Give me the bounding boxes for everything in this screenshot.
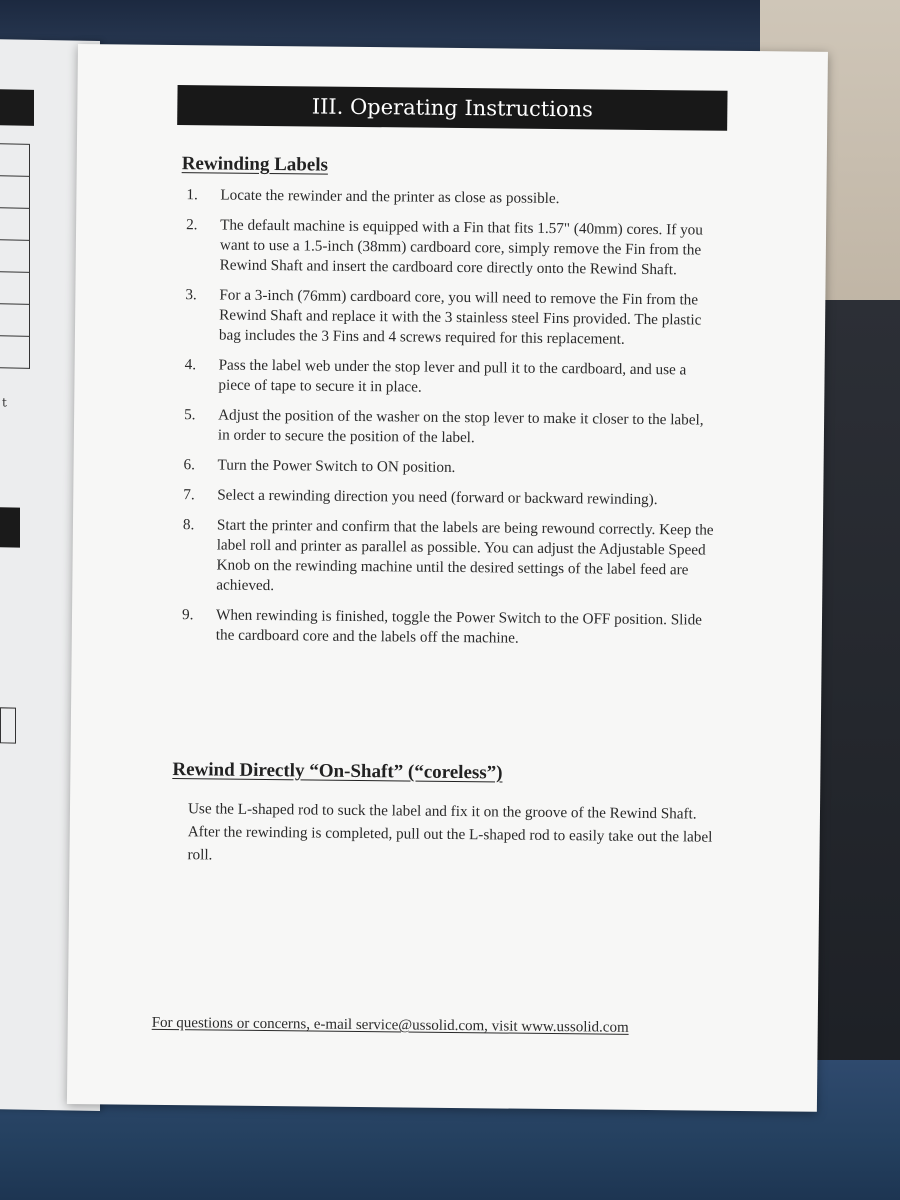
page-title: III. Operating Instructions [311, 94, 594, 122]
left-page-header-bar [0, 89, 34, 126]
step-text: Locate the rewinder and the printer as close as possible. [220, 186, 560, 208]
step-text: For a 3-inch (76mm) cardboard core, you will need to remove the Fin from the Rewind Shaft and replace it with the 3 stainless steel Fins provided. The plastic bag includes the 3 Fins and 4 screws required for this replacement. [218, 286, 702, 348]
step-number: 6. [183, 456, 196, 474]
step-number: 8. [182, 516, 195, 534]
step-item [178, 215, 719, 281]
step-text: Start the printer and confirm that the labels are being rewound correctly. Keep the label roll and printer as parallel as possible. You can adjust the Adjustable Speed Knob on the rewinding machine until the desired settings of the label feed are achieved. [216, 516, 714, 595]
step-number: 7. [183, 486, 195, 504]
step-item [178, 185, 718, 211]
step-text: When rewinding is finished, toggle the Power Switch to the OFF position. Slide the cardboard core and the labels off the machine. [215, 606, 703, 647]
contact-footer: For questions or concerns, e-mail service@ussolid.com, visit www.ussolid.com [151, 1014, 629, 1036]
manual-page [67, 44, 828, 1112]
step-item [177, 285, 718, 351]
left-page-block [0, 507, 20, 547]
step-number: 1. [186, 186, 198, 204]
left-page-box [0, 707, 16, 743]
on-shaft-heading: Rewind Directly “On-Shaft” (“coreless”) [172, 759, 503, 784]
step-number: 9. [181, 606, 194, 624]
step-number: 2. [186, 216, 198, 234]
rewinding-labels-heading: Rewinding Labels [181, 153, 329, 176]
step-number: 3. [185, 286, 197, 304]
step-text: The default machine is equipped with a Fin that fits 1.57" (40mm) cores. If you want to use a 1.5-inch (38mm) cardboard core, simply remove the Fin from the Rewind Shaft and insert the cardboard core directly onto the Rewind Shaft. [219, 216, 703, 279]
step-number: 5. [184, 406, 196, 424]
section-header-bar [177, 85, 727, 131]
left-page-mark: t [2, 395, 7, 410]
step-item [176, 405, 716, 451]
step-item [175, 455, 715, 481]
step-number: 4. [184, 356, 197, 374]
on-shaft-paragraph: Use the L-shaped rod to suck the label and fix it on the groove of the Rewind Shaft. After the rewinding is completed, pull out the L-shaped rod to easily take out the label roll. [187, 800, 713, 864]
step-text: Turn the Power Switch to ON position. [217, 456, 456, 476]
step-item [176, 355, 716, 401]
step-item [174, 515, 715, 601]
step-text: Select a rewinding direction you need (forward or backward rewinding). [217, 486, 658, 509]
step-text: Pass the label web under the stop lever and pull it to the cardboard, and use a piece of tape to secure it in place. [218, 356, 687, 396]
rewinding-steps-list [174, 185, 719, 661]
step-text: Adjust the position of the washer on the stop lever to make it closer to the label, in order to secure the position of the label. [217, 406, 704, 447]
step-item [174, 605, 714, 651]
left-page-table [0, 143, 30, 365]
step-item [175, 485, 715, 511]
